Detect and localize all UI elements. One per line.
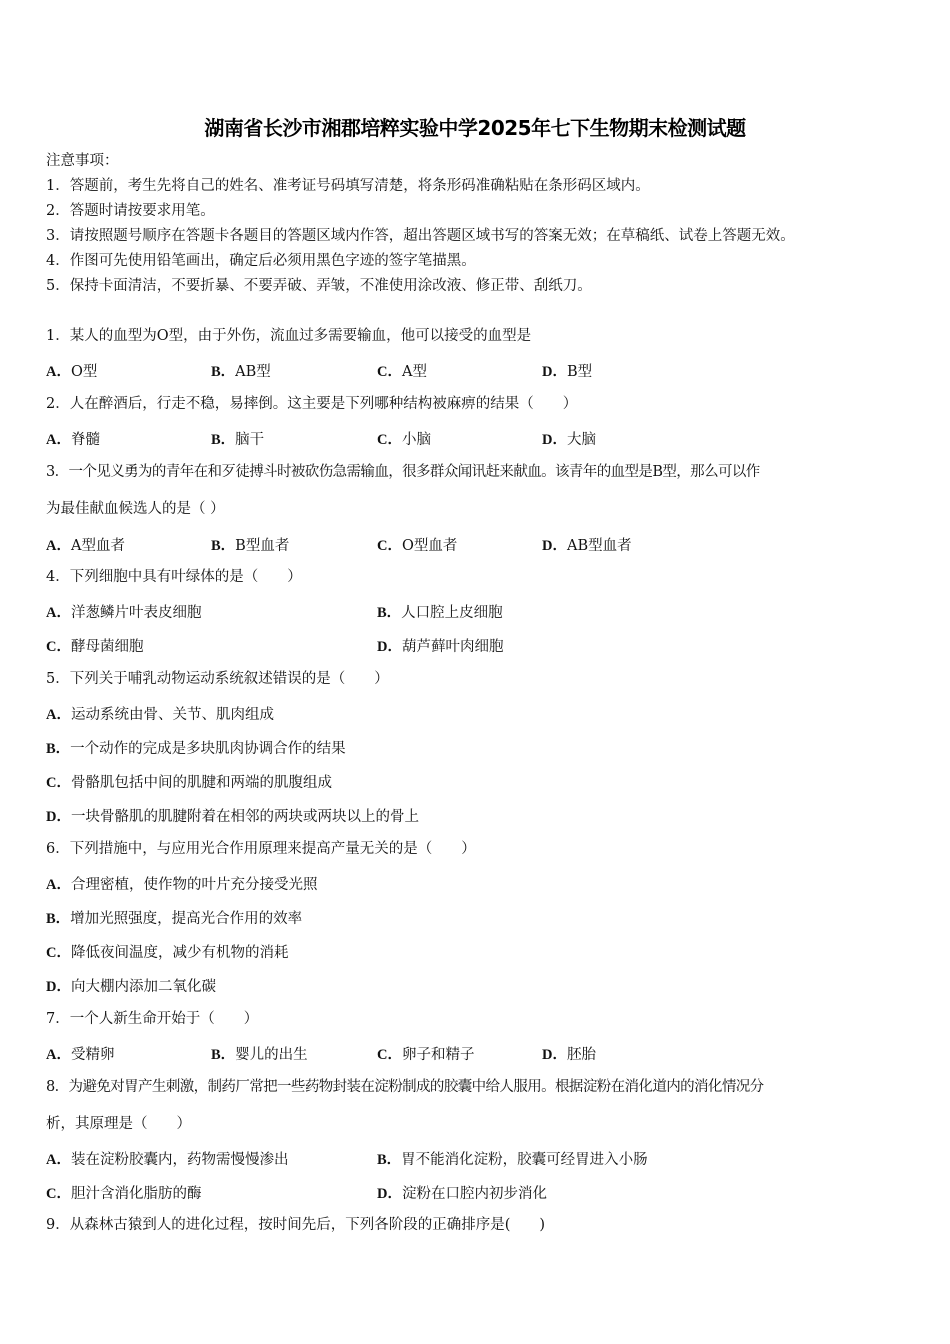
- option-text: 脊髓: [70, 432, 100, 448]
- option-a: [46, 1043, 114, 1064]
- option-label: A．: [46, 707, 71, 723]
- option-text: 胆汁含消化脂肪的酶: [70, 1186, 202, 1202]
- option-text: 大脑: [566, 432, 596, 448]
- option-text: 胃不能消化淀粉，胶囊可经胃进入小肠: [401, 1152, 648, 1168]
- question-1-stem: 1．某人的血型为O型，由于外伤，流血过多需要输血，他可以接受的血型是: [46, 328, 532, 344]
- note-item: 1．答题前，考生先将自己的姓名、准考证号码填写清楚，将条形码准确粘贴在条形码区域内。: [46, 178, 650, 194]
- option-d: [542, 1043, 596, 1064]
- option-text: 向大棚内添加二氧化碳: [70, 979, 216, 995]
- option-b: [211, 428, 264, 449]
- option-label: D．: [542, 432, 567, 448]
- option-b: [211, 360, 271, 381]
- question-3-stem: 3．一个见义勇为的青年在和歹徒搏斗时被砍伤急需输血，很多群众闻讯赶来献血。该青年的血型是B型，那么可以作: [46, 464, 760, 480]
- option-label: B．: [211, 364, 236, 380]
- option-text: 合理密植，使作物的叶片充分接受光照: [70, 877, 318, 893]
- note-item: 2．答题时请按要求用笔。: [46, 203, 215, 219]
- note-item: 5．保持卡面清洁，不要折暴、不要弄破、弄皱，不准使用涂改液、修正带、刮纸刀。: [46, 278, 592, 294]
- option-d: [377, 1182, 547, 1203]
- option-text: 葫芦藓叶肉细胞: [401, 639, 504, 655]
- question-6-stem: 6．下列措施中，与应用光合作用原理来提高产量无关的是（ ）: [46, 841, 476, 857]
- option-c: [46, 1182, 201, 1203]
- option-c: [377, 534, 457, 555]
- option-d: [542, 360, 592, 381]
- option-label: A．: [46, 605, 71, 621]
- note-item: 3．请按照题号顺序在答题卡各题目的答题区域内作答，超出答题区域书写的答案无效；在草稿纸、试卷上答题无效。: [46, 228, 795, 244]
- question-2-stem: 2．人在醉酒后，行走不稳，易摔倒。这主要是下列哪种结构被麻痹的结果（ ）: [46, 396, 578, 412]
- question-8-stem: 8．为避免对胃产生刺激，制药厂常把一些药物封装在淀粉制成的胶囊中给人服用。根据淀粉在消化道内的消化情况分: [46, 1079, 764, 1095]
- option-text: AB型血者: [566, 538, 632, 554]
- option-c: [377, 1043, 474, 1064]
- option-text: 卵子和精子: [401, 1047, 475, 1063]
- option-text: 骨骼肌包括中间的肌腱和两端的肌腹组成: [70, 775, 332, 791]
- option-d: [542, 534, 632, 555]
- option-label: B．: [46, 911, 71, 927]
- option-a: [46, 428, 100, 449]
- option-label: D．: [542, 1047, 567, 1063]
- option-text: 脑干: [235, 432, 265, 448]
- option-label: B．: [211, 432, 236, 448]
- question-3-stem-continued: 为最佳献血候选人的是（ ）: [46, 501, 225, 517]
- option-label: D．: [377, 639, 402, 655]
- option-text: 一个动作的完成是多块肌肉协调合作的结果: [70, 741, 346, 757]
- option-c: [46, 635, 143, 656]
- option-text: 降低夜间温度，减少有机物的消耗: [70, 945, 289, 961]
- option-label: A．: [46, 538, 71, 554]
- option-label: B．: [377, 605, 402, 621]
- option-label: C．: [377, 432, 402, 448]
- option-text: AB型: [235, 364, 271, 380]
- option-label: A．: [46, 1152, 71, 1168]
- option-label: B．: [211, 538, 236, 554]
- option-text: 增加光照强度，提高光合作用的效率: [70, 911, 303, 927]
- question-5-stem: 5．下列关于哺乳动物运动系统叙述错误的是（ ）: [46, 671, 389, 687]
- option-label: A．: [46, 364, 71, 380]
- option-text: 运动系统由骨、关节、肌肉组成: [70, 707, 274, 723]
- option-label: D．: [377, 1186, 402, 1202]
- option-label: A．: [46, 432, 71, 448]
- option-text: B型: [566, 364, 593, 380]
- option-label: A．: [46, 877, 71, 893]
- option-text: 人口腔上皮细胞: [401, 605, 503, 621]
- option-text: 婴儿的出生: [235, 1047, 308, 1063]
- option-text: 受精卵: [70, 1047, 115, 1063]
- option-d: [377, 635, 503, 656]
- option-d: [46, 805, 419, 826]
- question-7-stem: 7．一个人新生命开始于（ ）: [46, 1011, 259, 1027]
- option-text: O型血者: [401, 538, 458, 554]
- option-d: [46, 975, 216, 996]
- option-label: B．: [211, 1047, 236, 1063]
- option-c: [377, 360, 427, 381]
- option-text: 淀粉在口腔内初步消化: [401, 1186, 547, 1202]
- option-label: C．: [377, 1047, 402, 1063]
- question-8-stem-continued: 析，其原理是（ ）: [46, 1116, 191, 1132]
- option-b: [211, 534, 289, 555]
- option-label: D．: [46, 809, 71, 825]
- option-label: A．: [46, 1047, 71, 1063]
- option-text: 胚胎: [566, 1047, 596, 1063]
- option-a: [46, 873, 317, 894]
- option-text: 洋葱鳞片叶表皮细胞: [70, 605, 202, 621]
- option-a: [46, 360, 97, 381]
- option-b: [211, 1043, 308, 1064]
- option-text: B型血者: [235, 538, 290, 554]
- option-label: D．: [542, 364, 567, 380]
- option-text: 小脑: [401, 432, 431, 448]
- option-a: [46, 1148, 288, 1169]
- notes-heading: 注意事项：: [46, 153, 119, 169]
- option-text: A型血者: [70, 538, 125, 554]
- option-label: C．: [46, 775, 71, 791]
- question-4-stem: 4．下列细胞中具有叶绿体的是（ ）: [46, 569, 302, 585]
- option-text: 酵母菌细胞: [70, 639, 144, 655]
- option-label: C．: [46, 1186, 71, 1202]
- option-c: [377, 428, 431, 449]
- option-b: [377, 1148, 648, 1169]
- option-label: C．: [377, 364, 402, 380]
- option-label: C．: [46, 945, 71, 961]
- option-label: B．: [46, 741, 71, 757]
- option-a: [46, 534, 125, 555]
- option-text: O型: [70, 364, 98, 380]
- option-label: D．: [46, 979, 71, 995]
- option-text: 一块骨骼肌的肌腱附着在相邻的两块或两块以上的骨上: [70, 809, 419, 825]
- option-label: C．: [46, 639, 71, 655]
- option-text: A型: [401, 364, 427, 380]
- option-a: [46, 601, 201, 622]
- page-title: 湖南省长沙市湘郡培粹实验中学2025年七下生物期末检测试题: [204, 116, 746, 140]
- option-b: [46, 907, 302, 928]
- option-a: [46, 703, 274, 724]
- option-label: C．: [377, 538, 402, 554]
- option-b: [377, 601, 503, 622]
- option-d: [542, 428, 596, 449]
- option-label: B．: [377, 1152, 402, 1168]
- note-item: 4．作图可先使用铅笔画出，确定后必须用黑色字迹的签字笔描黑。: [46, 253, 476, 269]
- option-label: D．: [542, 538, 567, 554]
- option-c: [46, 771, 332, 792]
- option-b: [46, 737, 346, 758]
- question-9-stem: 9．从森林古猿到人的进化过程，按时间先后，下列各阶段的正确排序是( ): [46, 1217, 546, 1233]
- option-c: [46, 941, 288, 962]
- option-text: 装在淀粉胶囊内，药物需慢慢渗出: [70, 1152, 289, 1168]
